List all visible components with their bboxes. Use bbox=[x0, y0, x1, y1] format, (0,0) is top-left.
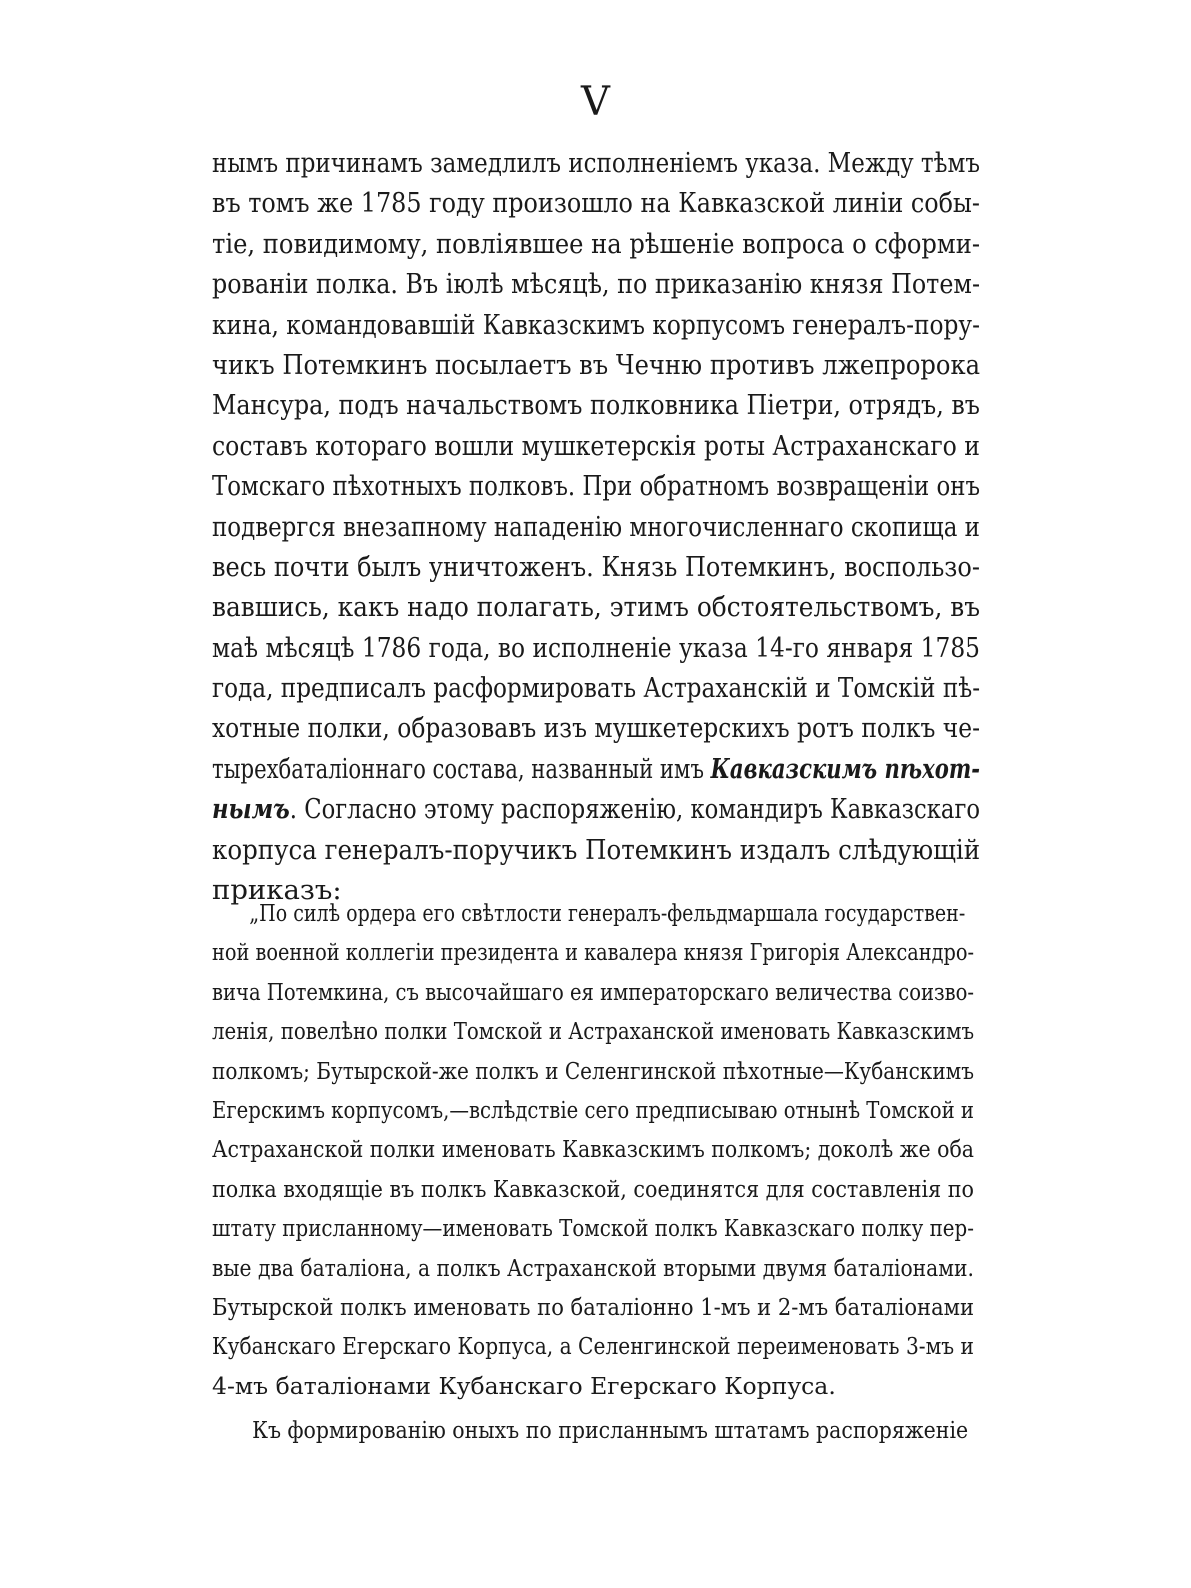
page-number: V bbox=[581, 79, 610, 125]
text-line: Томскаго пѣхотныхъ полковъ. При обратномъ возвращеніи онъ bbox=[212, 470, 981, 503]
quote-line: Кубанскаго Егерскаго Корпуса, а Селенгинской переименовать 3-мъ и bbox=[212, 1332, 975, 1361]
quote-line: полкомъ; Бутырской-же полкъ и Селенгинской пѣхотные—Кубанскимъ bbox=[212, 1056, 975, 1085]
text-line: маѣ мѣсяцѣ 1786 года, во исполненіе указа 14-го января 1785 bbox=[212, 631, 980, 664]
quote-line: Бутырской полкъ именовать по баталіонно 1-мъ и 2-мъ баталіонами bbox=[212, 1292, 975, 1321]
italic-regiment-name-end: нымъ bbox=[212, 793, 290, 826]
text-line bbox=[212, 749, 980, 789]
text-segment: . Согласно этому распоряженію, командиръ Кавказскаго bbox=[289, 793, 981, 826]
quote-line: вича Потемкина, съ высочайшаго ея императорскаго величества соизво- bbox=[212, 977, 975, 1006]
text-line: Къ формированію оныхъ по присланнымъ штатамъ распоряженіе bbox=[252, 1416, 969, 1444]
text-line: составъ котораго вошли мушкетерскія роты Астраханскаго и bbox=[212, 429, 980, 462]
quote-line: ленія, повелѣно полки Томской и Астраханской именовать Кавказскимъ bbox=[212, 1017, 975, 1046]
quote-line: ной военной коллегіи президента и кавалера князя Григорія Александро- bbox=[212, 938, 975, 967]
text-line: въ томъ же 1785 году произошло на Кавказской линіи собы- bbox=[212, 187, 981, 220]
text-line: хотные полки, образовавъ изъ мушкетерскихъ ротъ полкъ че- bbox=[212, 712, 980, 745]
italic-regiment-name: Кавказскимъ пѣхот- bbox=[710, 752, 981, 785]
quote-line: Астраханской полки именовать Кавказскимъ полкомъ; доколѣ же оба bbox=[212, 1135, 975, 1164]
quote-line: Егерскимъ корпусомъ,—вслѣдствіе сего предписываю отнынѣ Томской и bbox=[212, 1095, 975, 1124]
text-line: приказъ: bbox=[212, 874, 342, 907]
text-line: весь почти былъ уничтоженъ. Князь Потемкинъ, воспользо- bbox=[212, 550, 980, 583]
quote-line: „По силѣ ордера его свѣтлости генералъ-фельдмаршала государствен- bbox=[249, 899, 966, 927]
quote-line: штату присланному—именовать Томской полкъ Кавказскаго полку пер- bbox=[212, 1214, 974, 1243]
text-line: вавшись, какъ надо полагать, этимъ обстоятельствомъ, въ bbox=[212, 591, 981, 624]
text-line: корпуса генералъ-поручикъ Потемкинъ издалъ слѣдующій bbox=[212, 833, 981, 866]
quote-line: 4-мъ баталіонами Кубанскаго Егерскаго Корпуса. bbox=[212, 1371, 836, 1400]
text-line: рованіи полка. Въ іюлѣ мѣсяцѣ, по приказанію князя Потем- bbox=[212, 268, 981, 301]
text-line: кина, командовавшій Кавказскимъ корпусомъ генералъ-пору- bbox=[212, 308, 980, 341]
quote-line: вые два баталіона, а полкъ Астраханской вторыми двумя баталіонами. bbox=[212, 1253, 974, 1282]
closing-paragraph bbox=[212, 1410, 974, 1450]
text-line: тіе, повидимому, повліявшее на рѣшеніе вопроса о сформи- bbox=[212, 227, 981, 260]
order-quote bbox=[212, 894, 974, 1406]
text-line: подвергся внезапному нападенію многочисленнаго скопища и bbox=[212, 510, 980, 543]
text-line: Мансура, подъ начальствомъ полковника Піетри, отрядъ, въ bbox=[212, 389, 980, 422]
main-paragraph bbox=[212, 143, 980, 910]
text-line: года, предписалъ расформировать Астраханскій и Томскій пѣ- bbox=[212, 672, 981, 705]
text-line: чикъ Потемкинъ посылаетъ въ Чечню противъ лжепророка bbox=[212, 348, 981, 381]
quote-line: полка входящіе въ полкъ Кавказской, соединятся для составленія по bbox=[212, 1174, 975, 1203]
text-segment: тырехбаталіоннаго состава, названный имъ bbox=[212, 752, 704, 785]
text-line: нымъ причинамъ замедлилъ исполненіемъ указа. Между тѣмъ bbox=[212, 147, 980, 179]
text-line bbox=[212, 789, 980, 829]
